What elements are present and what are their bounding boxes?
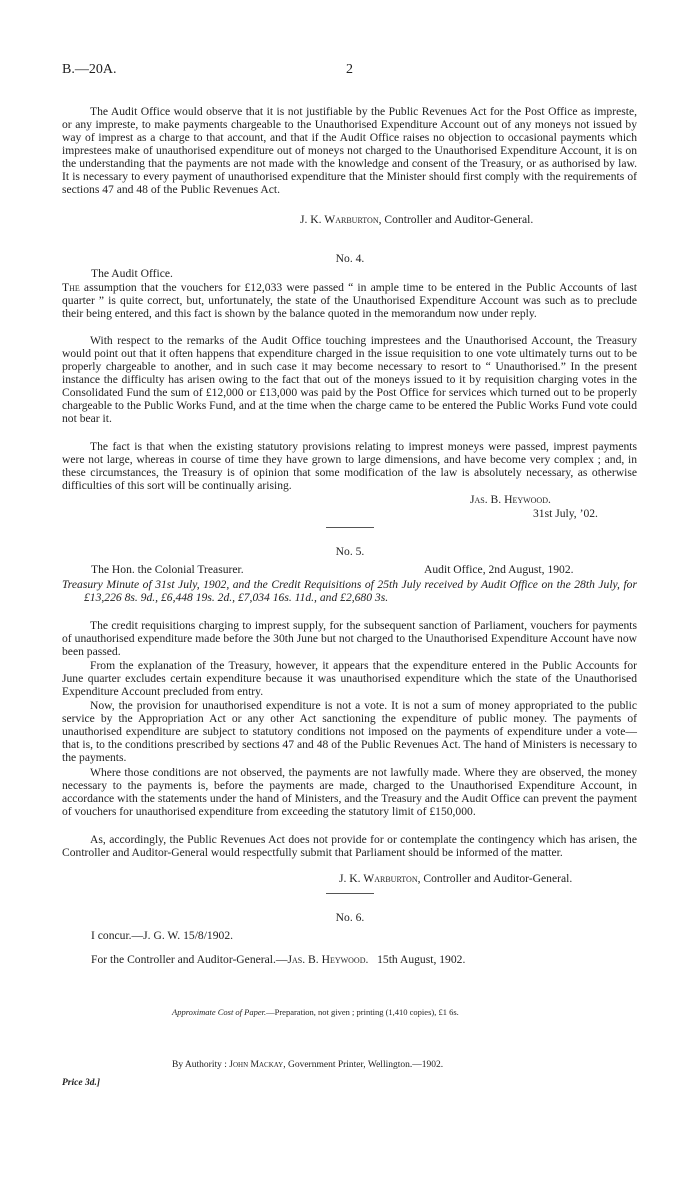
section-divider (326, 527, 374, 528)
addressee-colonial-treasurer: The Hon. the Colonial Treasurer. (91, 563, 244, 576)
cost-text: —Preparation, not given ; printing (1,410 copies), £1 6s. (266, 1007, 459, 1017)
section-heading-no-6: No. 6. (335, 911, 365, 924)
spacer (368, 953, 377, 966)
paragraph-no5-3: Now, the provision for unauthorised expenditure is not a vote. It is not a sum of money appropriated to the public service by the Appropriation Act or any other Act sanctioning the expenditure of public money. The payments of unauthorised expenditure are subject to statutory conditions not imposed on the payments of expenditure under a vote—that is, to the conditions prescribed by sections 47 and 48 of the Public Revenues Act. The hand of Ministers is necessary to the payments. (62, 699, 637, 764)
addressee-audit-office: The Audit Office. (91, 267, 173, 280)
paragraph-text: assumption that the vouchers for £12,033 were passed “ in ample time to be entered in the Public Accounts of last quarter ” is quite correct, but, unfortunately, the state of the Unauthorised Expenditure Account was such as to preclude their being entered, and this fact is shown by the balance quoted in the memorandum now under reply. (62, 281, 637, 320)
page-number: 2 (346, 62, 353, 77)
subject-treasury-minute (62, 578, 637, 604)
for-controller-prefix: For the Controller and Auditor-General.— (91, 953, 288, 966)
signature-name: J. K. Warburton (300, 213, 379, 226)
paragraph-no4-1 (62, 281, 637, 320)
signature-heywood-2: Jas. B. Heywood. (287, 953, 369, 966)
place-date-no5: Audit Office, 2nd August, 1902. (424, 563, 574, 576)
signature-title: , Controller and Auditor-General. (378, 213, 534, 226)
cost-label: Approximate Cost of Paper. (172, 1007, 267, 1017)
paragraph-audit-observation: The Audit Office would observe that it is not justifiable by the Public Revenues Act for the Post Office as impreste, or any impreste, to make payments chargeable to the Unauthorised Expenditure Account out of any moneys not issued by way of imprest as a charge to that account, and that if the Audit Office raises no objection to occasional payments which imprestees make of unauthorised expenditure out of moneys not charged to the Unauthorised Expenditure Account, it is on the understanding that the payments are not made with the knowledge and consent of the Treasury, or as authorised by law. It is necessary to every payment of unauthorised expenditure that the Minister should first comply with the requirements of sections 47 and 48 of the Public Revenues Act. (62, 105, 637, 196)
for-controller-date: 15th August, 1902. (377, 953, 466, 966)
authority-prefix: By Authority : (172, 1060, 230, 1070)
paragraph-no5-2: From the explanation of the Treasury, however, it appears that the expenditure entered in the Public Accounts for June quarter excludes certain expenditure because it was unauthorised expenditure which the state of the Unauthorised Expenditure Account precluded from entry. (62, 659, 637, 698)
paragraph-no5-5: As, accordingly, the Public Revenues Act does not provide for or contemplate the contingency which has arisen, the Controller and Auditor-General would respectfully submit that Parliament should be informed of the matter. (62, 833, 637, 859)
authority-rest: , Government Printer, Wellington.—1902. (283, 1060, 444, 1070)
document-reference: B.—20A. (62, 62, 117, 77)
signature-heywood-1: Jas. B. Heywood. (470, 493, 551, 506)
printer-imprint (172, 1060, 443, 1071)
paragraph-no4-2: With respect to the remarks of the Audit Office touching imprestees and the Unauthorised Account, the Treasury would point out that it often happens that expenditure charged in the issue requisition to one vote ultimately turns out to be properly chargeable to another, and in such case it may become necessary to resort to “ Unauthorised.” In the present instance the difficulty has arisen owing to the fact that out of the moneys issued to it by requisition charging votes in the Consolidated Fund the sum of £12,000 or £13,000 was paid by the Post Office for services which turned out to be properly chargeable to the Public Works Fund, and at the time when the charge came to be entered the Public Works Fund vote could not bear it. (62, 334, 637, 425)
signature-controller-2 (339, 872, 572, 885)
paragraph-no4-3: The fact is that when the existing statutory provisions relating to imprest moneys were passed, imprest payments were not large, whereas in course of time they have grown to large dimensions, and have become very complex ; and, in these circumstances, the Treasury is of opinion that some modification of the law is absolutely necessary, as otherwise difficulties of this sort will be continually arising. (62, 440, 637, 492)
date-no4: 31st July, ’02. (533, 507, 598, 520)
section-heading-no-4: No. 4. (335, 252, 365, 265)
paragraph-no5-4: Where those conditions are not observed, the payments are not lawfully made. Where they are observed, the money necessary to the payments is, before the payments are made, charged to the Unauthorised Expenditure Account, in accordance with the statements under the hand of Ministers, and the Treasury and the Audit Office can prevent the payment of vouchers for unauthorised expenditure from exceeding the statutory limit of £150,000. (62, 766, 637, 818)
signature-title: , Controller and Auditor-General. (417, 872, 573, 885)
concurrence-note: I concur.—J. G. W. 15/8/1902. (91, 929, 234, 942)
subject-text: Treasury Minute of 31st July, 1902, and the Credit Requisitions of 25th July received by Audit Office on the 28th July, for £13,226 8s. 9d., £6,448 19s. 2d., £7,034 16s. 11d., and £2,680 3s. (62, 578, 637, 604)
signature-controller-1 (300, 213, 533, 226)
section-heading-no-5: No. 5. (335, 545, 365, 558)
cost-of-paper-note (172, 1007, 459, 1017)
section-divider (326, 893, 374, 894)
paragraph-first-word: The (62, 281, 80, 294)
price-note: Price 3d.] (62, 1078, 100, 1088)
paragraph-no5-1: The credit requisitions charging to imprest supply, for the subsequent sanction of Parliament, vouchers for payments of unauthorised expenditure made before the 30th June but not charged to the Unauthorised Expenditure Account have now been passed. (62, 619, 637, 658)
for-controller-line (91, 953, 465, 966)
signature-name: J. K. Warburton (339, 872, 418, 885)
printer-name: John Mackay (229, 1060, 284, 1070)
